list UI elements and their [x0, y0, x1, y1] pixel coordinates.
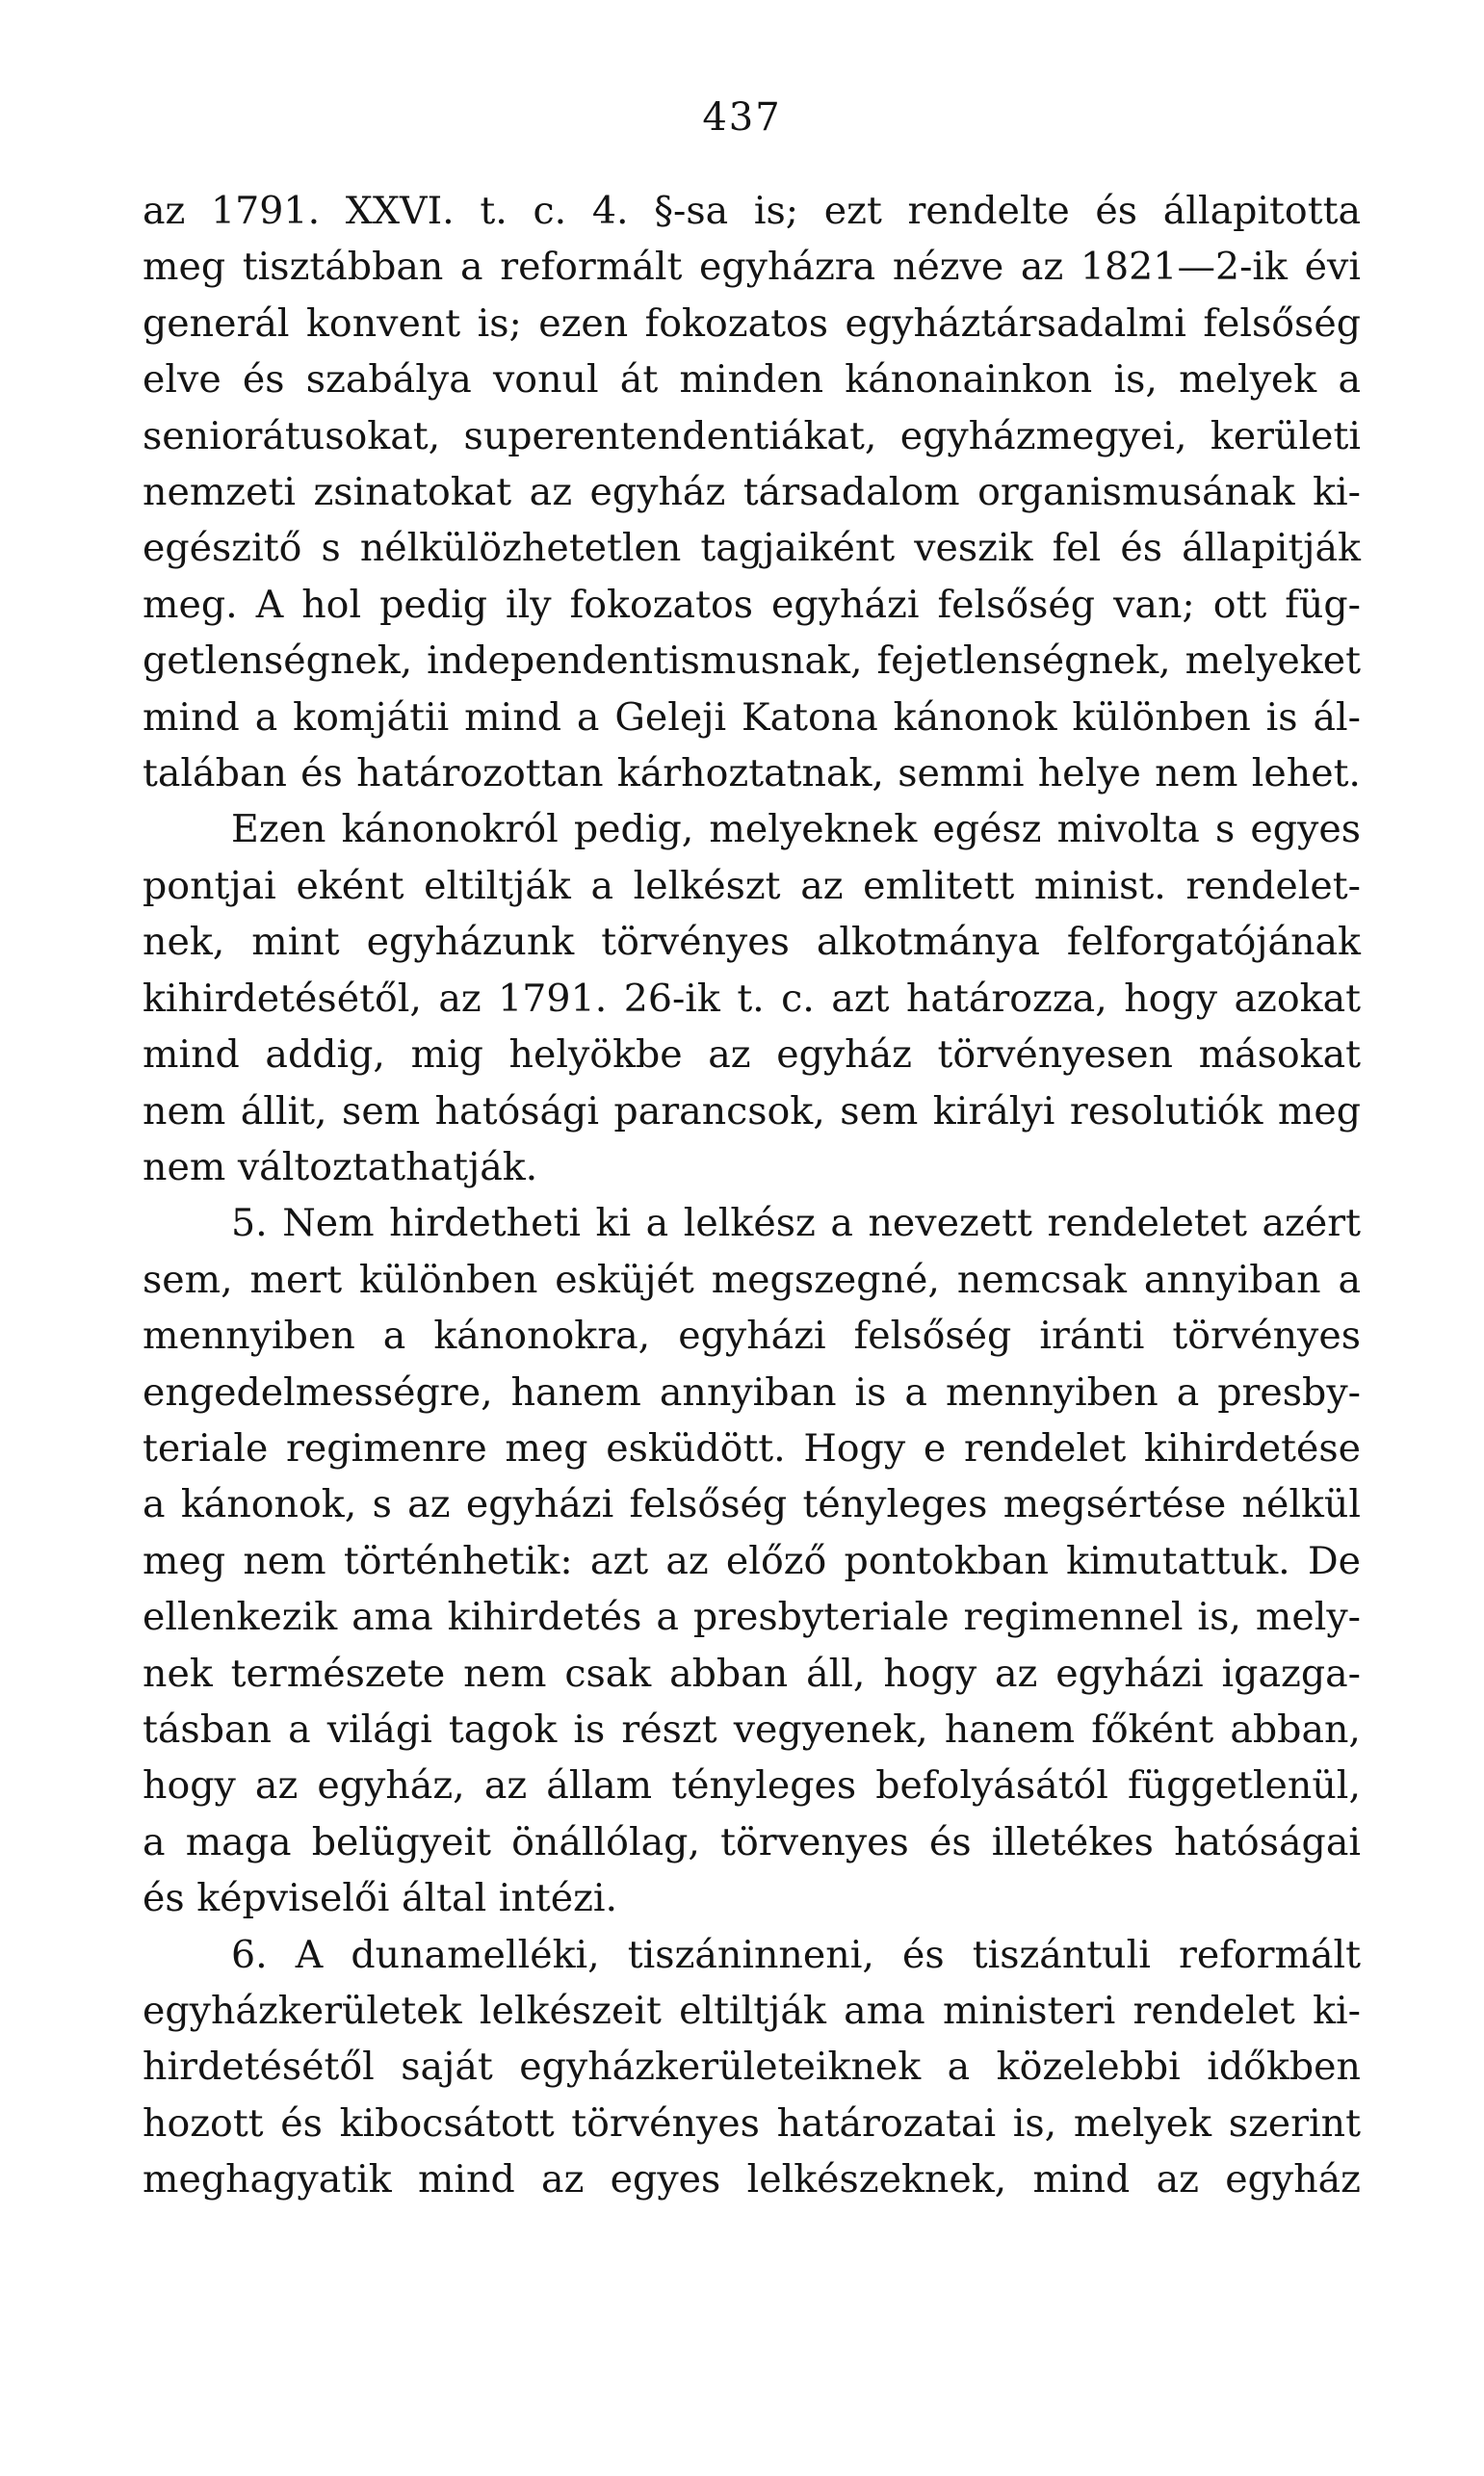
paragraph-2 [143, 801, 1361, 1195]
text-line: mennyiben a kánonokra, egyházi felsőség iránti törvényes [143, 1314, 1361, 1359]
text-line: a maga belügyeit önállólag, törvenyes és illetékes hatóságai [143, 1819, 1361, 1864]
text-line: nek természete nem csak abban áll, hogy az egyházi igazga- [143, 1651, 1361, 1696]
text-line: hirdetésétől saját egyházkerületeiknek a közelebbi időkben [143, 2045, 1361, 2090]
text-line: és képviselői által intézi. [143, 1876, 618, 1921]
text-line: seniorátusokat, superentendentiákat, egyházmegyei, kerületi [143, 413, 1361, 458]
page-number: 437 [702, 95, 782, 140]
text-line: nem állit, sem hatósági parancsok, sem királyi resolutiók meg [143, 1088, 1361, 1134]
body-text [143, 183, 1361, 2208]
text-line: meg tisztábban a reformált egyházra nézve az 1821—2-ik évi [143, 245, 1361, 290]
text-line: ellenkezik ama kihirdetés a presbyteriale regimennel is, mely- [143, 1595, 1361, 1640]
text-line: mind a komjátii mind a Geleji Katona kánonok különben is ál- [143, 694, 1361, 740]
text-line: engedelmességre, hanem annyiban is a mennyiben a presby- [143, 1369, 1361, 1415]
text-line: egyházkerületek lelkészeit eltiltják ama ministeri rendelet ki- [143, 1989, 1361, 2033]
text-line: meg. A hol pedig ily fokozatos egyházi felsőség van; ott füg- [143, 582, 1361, 627]
text-line: a kánonok, s az egyházi felsőség tényleges megsértése nélkül [143, 1482, 1361, 1527]
paragraph-3 [143, 1195, 1361, 1926]
text-line: meghagyatik mind az egyes lelkészeknek, mind az egyház [143, 2157, 1361, 2202]
text-line: meg nem történhetik: azt az előző pontokban kimutattuk. De [143, 1538, 1361, 1583]
text-line: az 1791. XXVI. t. c. 4. §-sa is; ezt rendelte és állapitotta [143, 189, 1361, 233]
text-line: generál konvent is; ezen fokozatos egyháztársadalmi felsőség [143, 300, 1361, 346]
text-line: hozott és kibocsátott törvényes határozatai is, melyek szerint [143, 2100, 1361, 2146]
text-line: getlenségnek, independentismusnak, fejetlenségnek, melyeket [143, 639, 1361, 684]
text-line: nem változtathatják. [143, 1144, 538, 1189]
text-line: elve és szabálya vonul át minden kánonainkon is, melyek a [143, 357, 1361, 403]
text-line: talában és határozottan kárhoztatnak, semmi helye nem lehet. [143, 751, 1361, 796]
text-line: sem, mert különben esküjét megszegné, nemcsak annyiban a [143, 1257, 1361, 1302]
text-line: tásban a világi tagok is részt vegyenek, hanem főként abban, [143, 1707, 1361, 1752]
text-line: 6. A dunamelléki, tiszáninneni, és tiszántuli reformált [231, 1932, 1361, 1977]
text-line: nemzeti zsinatokat az egyház társadalom organismusának ki- [143, 470, 1361, 515]
paragraph-4 [143, 1927, 1361, 2208]
text-line: pontjai eként eltiltják a lelkészt az emlitett minist. rendelet- [143, 863, 1361, 908]
text-line: kihirdetésétől, az 1791. 26-ik t. c. azt határozza, hogy azokat [143, 976, 1361, 1021]
text-line: teriale regimenre meg esküdött. Hogy e rendelet kihirdetése [143, 1425, 1361, 1471]
paragraph-1 [143, 183, 1361, 801]
text-line: hogy az egyház, az állam tényleges befolyásától függetlenül, [143, 1763, 1361, 1809]
text-line: 5. Nem hirdetheti ki a lelkész a nevezett rendeletet azért [231, 1201, 1361, 1246]
text-line: mind addig, mig helyökbe az egyház törvényesen másokat [143, 1032, 1361, 1078]
text-line: egészitő s nélkülözhetetlen tagjaiként veszik fel és állapitják [143, 526, 1361, 571]
text-line: nek, mint egyházunk törvényes alkotmánya felforgatójának [143, 920, 1361, 965]
text-line: Ezen kánonokról pedig, melyeknek egész mivolta s egyes [231, 807, 1361, 852]
